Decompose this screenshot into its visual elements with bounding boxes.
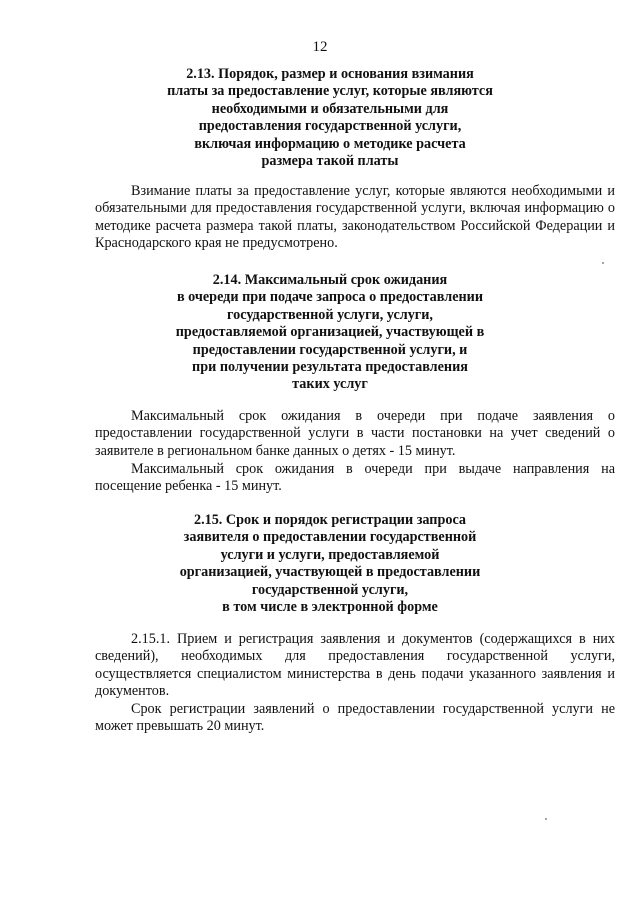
heading-line: услуги и услуги, предоставляемой — [220, 546, 440, 563]
section-heading-2-14 — [100, 272, 560, 394]
section-2-14-paragraph-1: Максимальный срок ожидания в очереди при подаче заявления о предоставлении государственной услуги в части постановки на учет сведений о заявителе в региональном банке данных о детях - 15 минут. — [95, 408, 615, 459]
page-number: 12 — [312, 39, 328, 55]
heading-line: включая информацию о методике расчета — [194, 135, 466, 152]
heading-line: необходимыми и обязательными для — [211, 100, 449, 117]
heading-line: государственной услуги, — [251, 581, 409, 598]
heading-line: размера такой платы — [261, 153, 399, 170]
heading-line: таких услуг — [292, 376, 368, 393]
section-2-15-paragraph-2: Срок регистрации заявлений о предоставлении государственной услуги не может превышать 20 минут. — [95, 701, 615, 735]
section-heading-2-15 — [100, 512, 560, 616]
heading-line: организацией, участвующей в предоставлении — [179, 564, 481, 581]
section-2-14-paragraph-2: Максимальный срок ожидания в очереди при выдаче направления на посещение ребенка - 15 минут. — [95, 461, 615, 495]
section-heading-2-13 — [100, 66, 560, 170]
heading-line: 2.14. Максимальный срок ожидания — [212, 272, 448, 288]
section-2-15-paragraph-1: 2.15.1. Прием и регистрация заявления и документов (содержащихся в них сведений), необходимых для предоставления государственной услуги, осуществляется специалистом министерства в день подачи указанного заявления и документов. — [95, 631, 615, 700]
heading-line: 2.15. Срок и порядок регистрации запроса — [193, 512, 467, 528]
heading-line: заявителя о предоставлении государственной — [183, 529, 477, 546]
heading-line: государственной услуги, услуги, — [227, 306, 433, 323]
heading-line: платы за предоставление услуг, которые являются — [167, 83, 493, 100]
heading-line: в том числе в электронной форме — [222, 599, 438, 616]
scan-speck — [602, 262, 604, 264]
heading-line: предоставления государственной услуги, — [198, 118, 462, 135]
section-2-13-paragraph: Взимание платы за предоставление услуг, которые являются необходимыми и обязательными для предоставления государственной услуги, включая информацию о методике расчета размера такой платы, законодательством Российской Федерации и Краснодарского края не предусмотрено. — [95, 183, 615, 252]
heading-line: предоставлении государственной услуги, и — [192, 341, 468, 358]
scan-speck — [545, 818, 547, 820]
heading-line: 2.13. Порядок, размер и основания взимания — [186, 66, 474, 82]
heading-line: при получении результата предоставления — [192, 359, 468, 376]
heading-line: предоставляемой организацией, участвующей в — [175, 324, 485, 341]
heading-line: в очереди при подаче запроса о предоставлении — [176, 289, 484, 306]
